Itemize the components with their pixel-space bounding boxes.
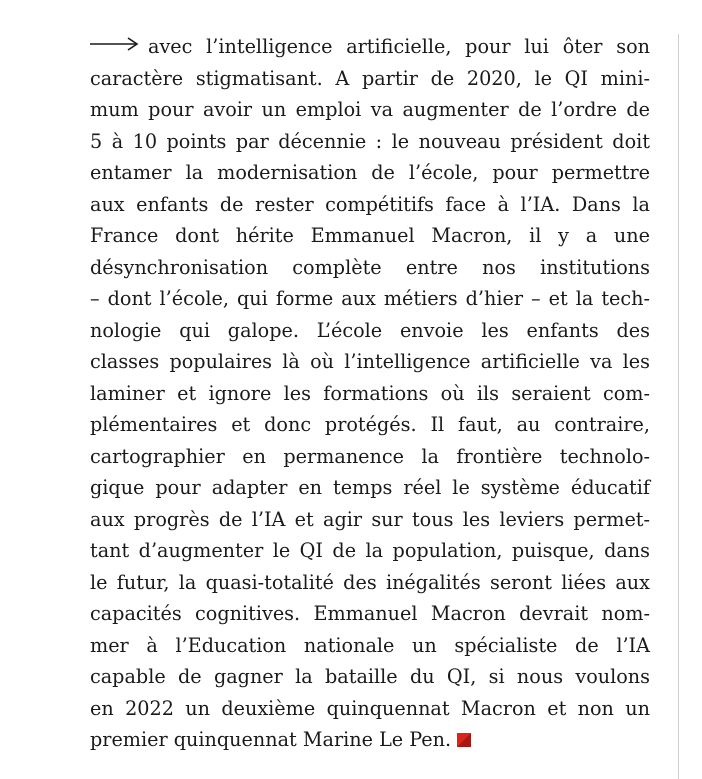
article-line: France dont hérite Emmanuel Macron, il y a une xyxy=(90,224,650,247)
end-of-article-square-icon xyxy=(457,725,471,739)
article-line: caractère stigmatisant. A partir de 2020, le QI mini- xyxy=(90,66,650,90)
article-body xyxy=(90,31,650,756)
article-line: – dont l’école, qui forme aux métiers d’hier – et la tech- xyxy=(90,287,650,310)
continuation-arrow-icon xyxy=(90,37,140,51)
column-rule xyxy=(678,34,679,779)
article-line: cartographier en permanence la frontière technolo- xyxy=(90,444,650,468)
article-line: tant d’augmenter le QI de la population, puisque, dans xyxy=(90,539,650,562)
article-line: le futur, la quasi-totalité des inégalités seront liées aux xyxy=(90,570,650,594)
article-line: aux enfants de rester compétitifs face à l’IA. Dans la xyxy=(90,192,650,216)
article-line: nologie qui galope. L’école envoie les enfants des xyxy=(90,318,650,342)
article-line: gique pour adapter en temps réel le système éducatif xyxy=(90,476,650,499)
article-line: 5 à 10 points par décennie : le nouveau président doit xyxy=(90,129,650,153)
article-line: laminer et ignore les formations où ils seraient com- xyxy=(90,381,650,405)
article-line: mum pour avoir un emploi va augmenter de l’ordre de xyxy=(90,98,650,121)
article-line: classes populaires là où l’intelligence artificielle va les xyxy=(90,350,650,373)
article-line: plémentaires et donc protégés. Il faut, au contraire, xyxy=(90,413,650,436)
article-line: désynchronisation complète entre nos institutions xyxy=(90,255,650,279)
article-line: aux progrès de l’IA et agir sur tous les leviers permet- xyxy=(90,507,650,531)
article-line: entamer la modernisation de l’école, pour permettre xyxy=(90,161,650,184)
article-line: en 2022 un deuxième quinquennat Macron et non un xyxy=(90,696,650,720)
article-line: mer à l’Education nationale un spécialiste de l’IA xyxy=(90,633,650,657)
article-line: capacités cognitives. Emmanuel Macron devrait nom- xyxy=(90,602,650,625)
article-line: avec l’intelligence artificielle, pour lui ôter son xyxy=(90,31,650,63)
article-line-last: premier quinquennat Marine Le Pen. xyxy=(90,724,650,756)
article-line: capable de gagner la bataille du QI, si nous voulons xyxy=(90,665,650,688)
